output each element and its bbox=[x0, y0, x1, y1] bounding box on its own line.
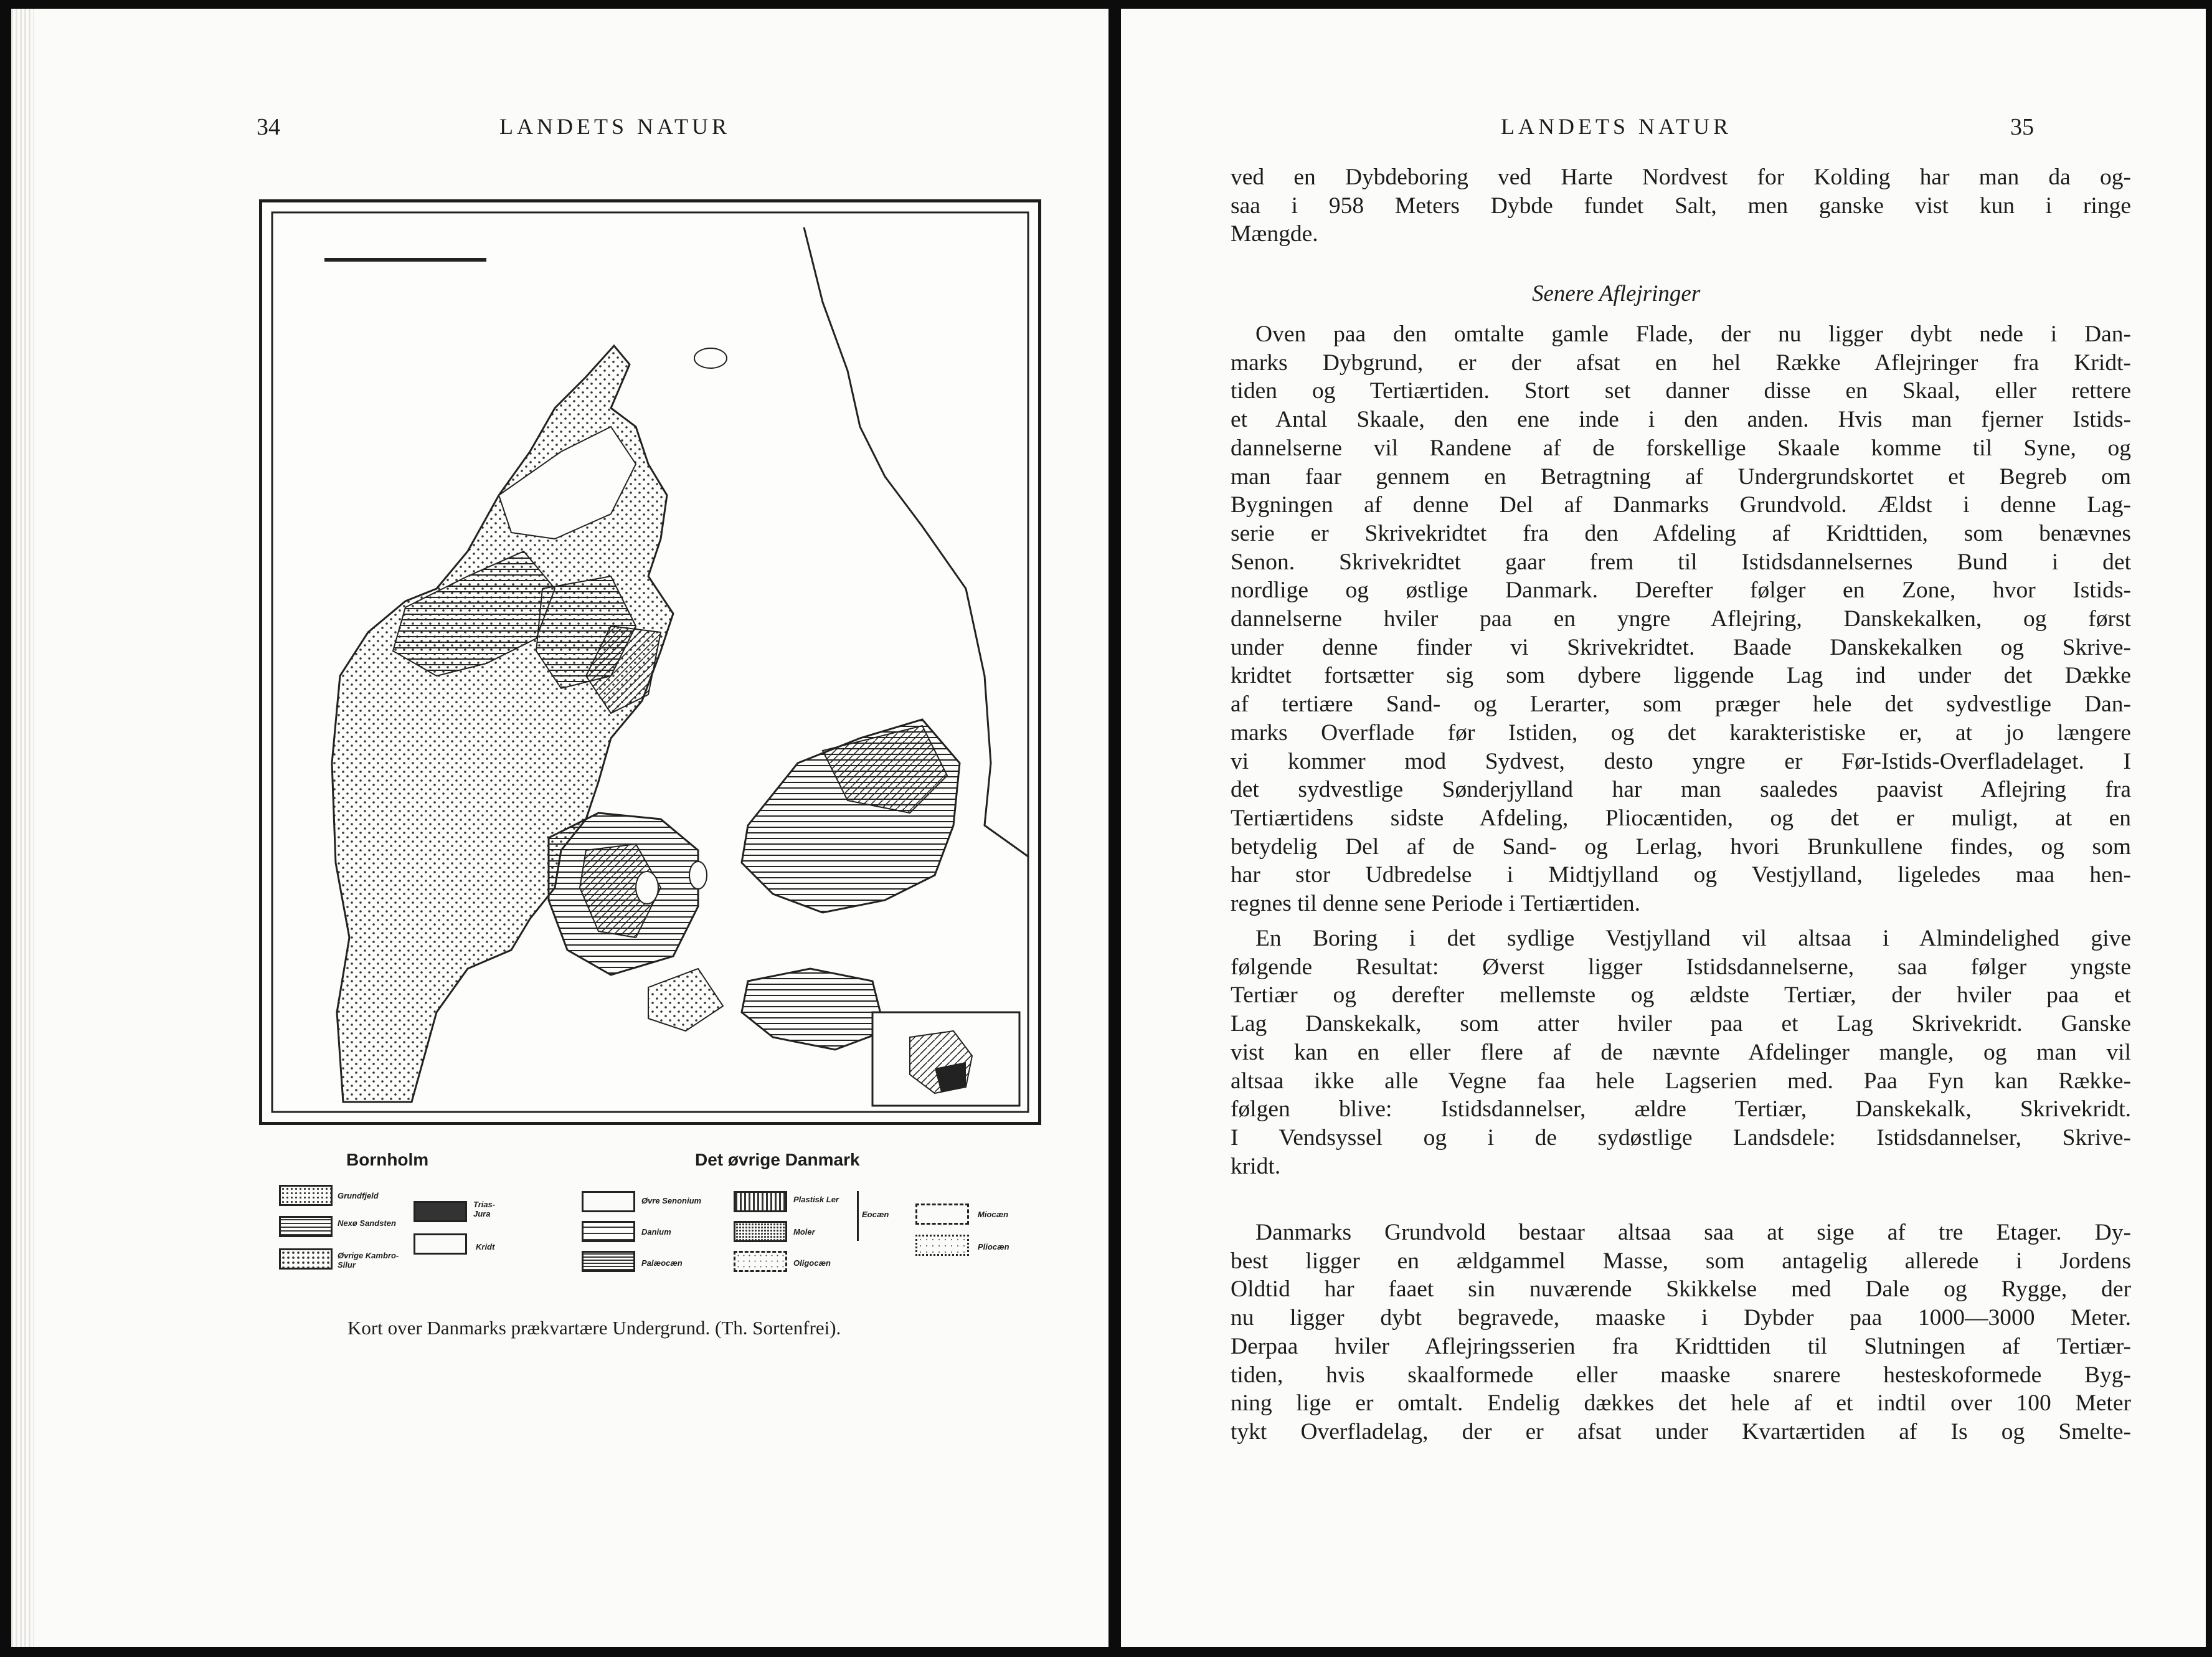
legend-swatch bbox=[279, 1216, 333, 1237]
running-head: LANDETS NATUR bbox=[1501, 114, 1732, 139]
legend-swatch bbox=[734, 1191, 787, 1212]
text-line: følgende Resultat: Øverst ligger Istidsdannelserne, saa følger yngste bbox=[1231, 954, 2131, 980]
left-page bbox=[11, 9, 1108, 1647]
legend-swatch bbox=[582, 1191, 635, 1212]
legend-label: Oligocæn bbox=[793, 1258, 831, 1268]
legend-swatch bbox=[582, 1251, 635, 1272]
legend-swatch bbox=[734, 1251, 787, 1272]
legend-label: Eocæn bbox=[862, 1210, 889, 1219]
paragraph bbox=[1231, 320, 2131, 918]
text-line: Lag Danskekalk, som atter hviler paa et Lag Skrivekridt. Ganske bbox=[1231, 1011, 2131, 1037]
text-line: dannelserne hviler paa en yngre Aflejring, Danskekalken, og først bbox=[1231, 606, 2131, 632]
paragraph bbox=[1231, 163, 2131, 249]
text-line: tykt Overfladelag, der er afsat under Kvartærtiden af Is og Smelte- bbox=[1231, 1418, 2131, 1445]
legend-swatch bbox=[279, 1185, 333, 1206]
text-line: Derpaa hviler Aflejringsserien fra Kridttiden til Slutningen af Tertiær- bbox=[1231, 1333, 2131, 1359]
legend-swatch bbox=[915, 1204, 969, 1225]
page-number: 35 bbox=[2010, 114, 2034, 140]
text-line: et Antal Skaale, den ene inde i den anden. Hvis man fjerner Istids- bbox=[1231, 407, 2131, 433]
text-line: nu ligger dybt begravede, maaske i Dybder paa 1000—3000 Meter. bbox=[1231, 1305, 2131, 1331]
legend-label: Øvrige Kambro-Silur bbox=[338, 1251, 399, 1270]
text-line: regnes til denne sene Periode i Tertiærtiden. bbox=[1231, 891, 1640, 917]
text-line: best ligger en ældgammel Masse, som antagelig allerede i Jordens bbox=[1231, 1248, 2131, 1274]
legend-label: Nexø Sandsten bbox=[338, 1218, 396, 1228]
text-line: kridtet fortsætter sig som dybere liggende Lag ind under det Dække bbox=[1231, 663, 2131, 689]
text-line: betydelig Del af de Sand- og Lerlag, hvori Brunkullene findes, og som bbox=[1231, 833, 2131, 860]
legend-label: Miocæn bbox=[978, 1210, 1009, 1219]
text-line: af tertiære Sand- og Lerarter, som præger hele det sydvestlige Dan- bbox=[1231, 691, 2131, 718]
text-line: har stor Udbredelse i Midtjylland og Vestjylland, ligeledes maa hen- bbox=[1231, 862, 2131, 888]
legend-bracket bbox=[853, 1191, 859, 1241]
figure-caption: Kort over Danmarks prækvartære Undergrund. (Th. Sortenfrei). bbox=[347, 1317, 841, 1339]
paragraph bbox=[1231, 924, 2131, 1180]
legend-label: Øvre Senonium bbox=[641, 1196, 702, 1205]
text-line: vist kan en eller flere af de nævnte Afdelinger mangle, og man vil bbox=[1231, 1039, 2131, 1065]
text-line: man faar gennem en Betragtning af Undergrundskortet et Begreb om bbox=[1231, 463, 2131, 490]
legend-swatch bbox=[414, 1201, 467, 1222]
text-line: Bygningen af denne Del af Danmarks Grundvold. Ældst i denne Lag- bbox=[1231, 492, 2131, 518]
text-line: Mængde. bbox=[1231, 221, 1318, 247]
text-line: nordlige og østlige Danmark. Derefter følger en Zone, hvor Istids- bbox=[1231, 577, 2131, 604]
text-line: Oven paa den omtalte gamle Flade, der nu ligger dybt nede i Dan- bbox=[1255, 321, 2131, 347]
page-edge bbox=[11, 9, 34, 1647]
legend-label: Moler bbox=[793, 1227, 815, 1237]
text-line: marks Overflade før Istiden, og det karakteristiske er, at jo længere bbox=[1231, 719, 2131, 746]
text-line: tiden og Tertiærtiden. Stort set danner disse en Skaal, eller rettere bbox=[1231, 378, 2131, 404]
map-drawing bbox=[262, 202, 1038, 1122]
text-line: Senon. Skrivekridtet gaar frem til Istidsdannelsernes Bund i det bbox=[1231, 549, 2131, 575]
text-line: tiden, hvis skaalformede eller maaske snarere hesteskoformede Byg- bbox=[1231, 1362, 2131, 1388]
right-page bbox=[1121, 9, 2206, 1647]
geological-map bbox=[259, 199, 1041, 1125]
text-line: vi kommer mod Sydvest, desto yngre er Før-Istids-Overfladelaget. I bbox=[1231, 748, 2131, 774]
text-line: En Boring i det sydlige Vestjylland vil altsaa i Almindelighed give bbox=[1255, 926, 2131, 951]
text-line: altsaa ikke alle Vegne faa hele Lagserien med. Paa Fyn kan Række- bbox=[1231, 1068, 2131, 1094]
legend-denmark-title: Det øvrige Danmark bbox=[695, 1150, 860, 1169]
legend-label: Palæocæn bbox=[641, 1258, 683, 1268]
text-line: dannelserne vil Randene af de forskellige Skaale komme til Syne, og bbox=[1231, 435, 2131, 461]
text-line: det sydvestlige Sønderjylland har man saaledes paavist Aflejring fra bbox=[1231, 777, 2131, 803]
legend-label: Pliocæn bbox=[978, 1242, 1009, 1251]
text-line: Danmarks Grundvold bestaar altsaa saa at sige af tre Etager. Dy- bbox=[1255, 1220, 2131, 1245]
text-line: ved en Dybdeboring ved Harte Nordvest for Kolding har man da og- bbox=[1231, 164, 2131, 190]
text-line: Oldtid har faaet sin nuværende Skikkelse med Dale og Rygge, der bbox=[1231, 1276, 2131, 1303]
text-line: serie er Skrivekridtet fra den Afdeling af Kridttiden, som benævnes bbox=[1231, 520, 2131, 546]
text-line: Tertiærtidens sidste Afdeling, Pliocæntiden, og det er muligt, at en bbox=[1231, 805, 2131, 831]
text-line: følgen blive: Istidsdannelser, ældre Tertiær, Danskekalk, Skrivekridt. bbox=[1231, 1096, 2131, 1123]
legend-label: Kridt bbox=[476, 1242, 495, 1251]
legend-swatch bbox=[734, 1221, 787, 1242]
legend-swatch bbox=[414, 1233, 467, 1255]
legend-label: Danium bbox=[641, 1227, 671, 1237]
legend-label: Grundfjeld bbox=[338, 1191, 379, 1200]
text-line: ning lige er omtalt. Endelig dækkes det hele af et indtil over 100 Meter bbox=[1231, 1390, 2131, 1417]
text-line: saa i 958 Meters Dybde fundet Salt, men ganske vist kun i ringe bbox=[1231, 192, 2131, 219]
legend-label: Plastisk Ler bbox=[793, 1195, 839, 1204]
legend-swatch bbox=[915, 1235, 969, 1256]
page-number: 34 bbox=[257, 114, 280, 140]
legend-bornholm-title: Bornholm bbox=[346, 1150, 429, 1169]
text-line: kridt. bbox=[1231, 1153, 1281, 1179]
paragraph bbox=[1231, 1218, 2131, 1446]
running-head: LANDETS NATUR bbox=[499, 114, 730, 139]
section-heading: Senere Aflejringer bbox=[1532, 281, 1701, 306]
legend-label: Trias-Jura bbox=[473, 1200, 496, 1218]
legend-swatch bbox=[279, 1248, 333, 1270]
text-line: marks Dybgrund, er der afsat en hel Række Aflejringer fra Kridt- bbox=[1231, 349, 2131, 376]
text-line: under denne finder vi Skrivekridtet. Baade Danskekalken og Skrive- bbox=[1231, 634, 2131, 660]
legend-swatch bbox=[582, 1221, 635, 1242]
text-line: I Vendsyssel og i de sydøstlige Landsdele: Istidsdannelser, Skrive- bbox=[1231, 1124, 2131, 1151]
text-line: Tertiær og derefter mellemste og ældste Tertiær, der hviler paa et bbox=[1231, 982, 2131, 1009]
